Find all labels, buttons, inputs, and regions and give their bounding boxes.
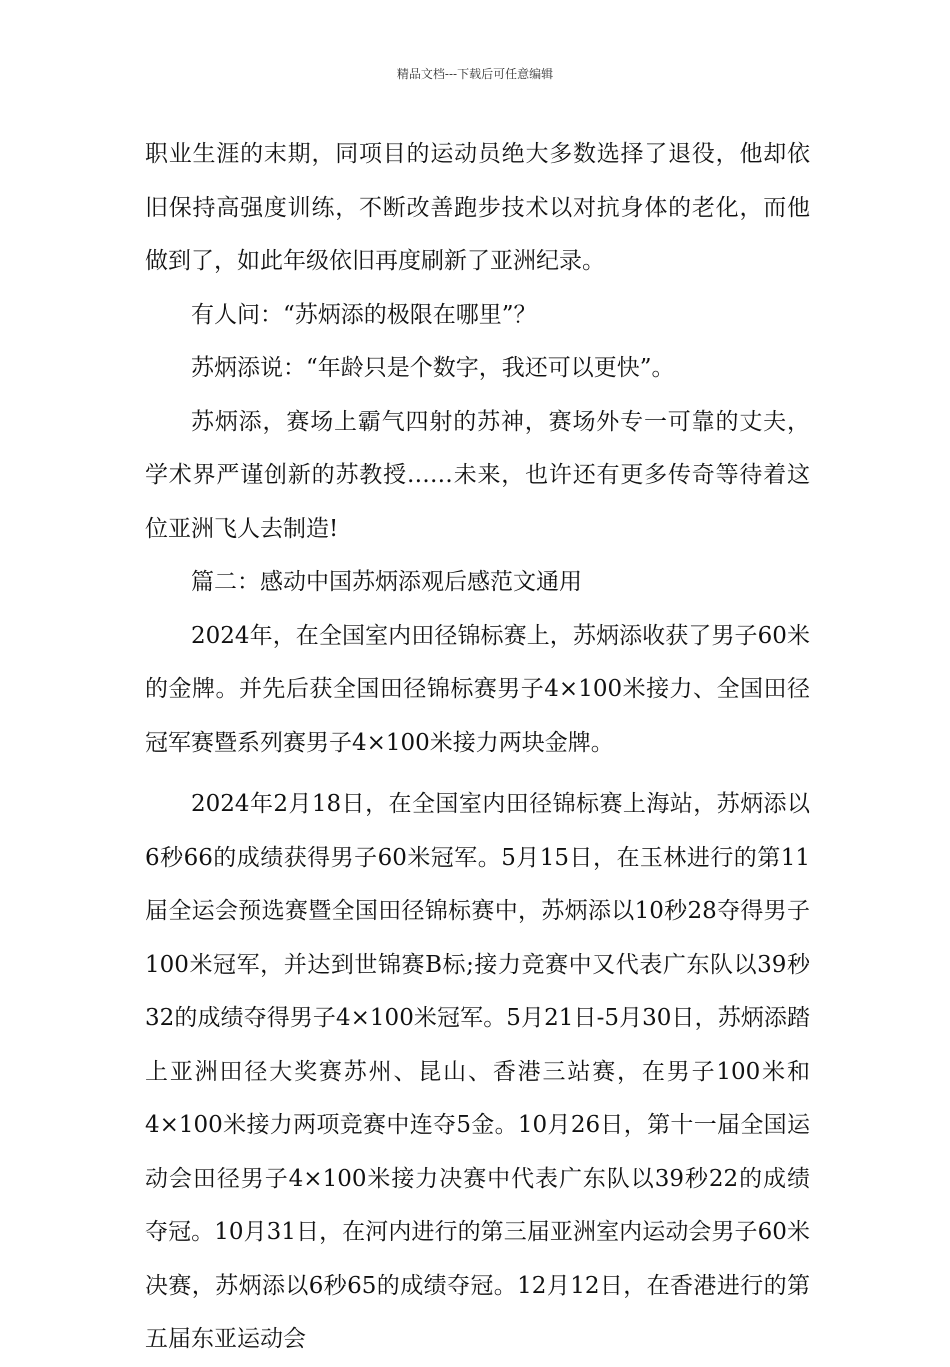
page-header: 精品文档---下载后可任意编辑 — [396, 67, 554, 81]
paragraph-answer: 苏炳添说：“年龄只是个数字，我还可以更快”。 — [191, 355, 675, 381]
paragraph-career: 职业生涯的末期，同项目的运动员绝大多数选择了退役，他却依旧保持高强度训练，不断改善跑步技术以对抗身体的老化，而他做到了，如此年级依旧再度刷新了亚洲纪录。 — [145, 141, 810, 274]
document-body — [145, 128, 810, 1367]
paragraph-question: 有人问：“苏炳添的极限在哪里”？ — [191, 301, 537, 328]
paragraph-timeline: 2024年2月18日，在全国室内田径锦标赛上海站，苏炳添以6秒66的成绩获得男子60米冠军。5月15日，在玉林进行的第11届全运会预选赛暨全国田径锦标赛中，苏炳添以10秒28夺得男子100米冠军，并达到世锦赛B标;接力竞赛中又代表广东队以39秒32的成绩夺得男子4×100米冠军。5月21日-5月30日，苏炳添踏上亚洲田径大奖赛苏州、昆山、香港三站赛，在男子100米和4×100米接力两项竞赛中连夺5金。10月26日，第十一届全国运动会田径男子4×100米接力决赛中代表广东队以39秒22的成绩夺冠。10月31日，在河内进行的第三届亚洲室内运动会男子60米决赛，苏炳添以6秒65的成绩夺冠。12月12日，在香港进行的第五届东亚运动会 — [145, 791, 810, 1352]
paragraph-achievements: 2024年，在全国室内田径锦标赛上，苏炳添收获了男子60米的金牌。并先后获全国田径锦标赛男子4×100米接力、全国田径冠军赛暨系列赛男子4×100米接力两块金牌。 — [145, 622, 810, 756]
paragraph-summary: 苏炳添，赛场上霸气四射的苏神，赛场外专一可靠的丈夫，学术界严谨创新的苏教授……未来，也许还有更多传奇等待着这位亚洲飞人去制造! — [145, 408, 810, 542]
section-heading: 篇二：感动中国苏炳添观后感范文通用 — [191, 569, 582, 595]
